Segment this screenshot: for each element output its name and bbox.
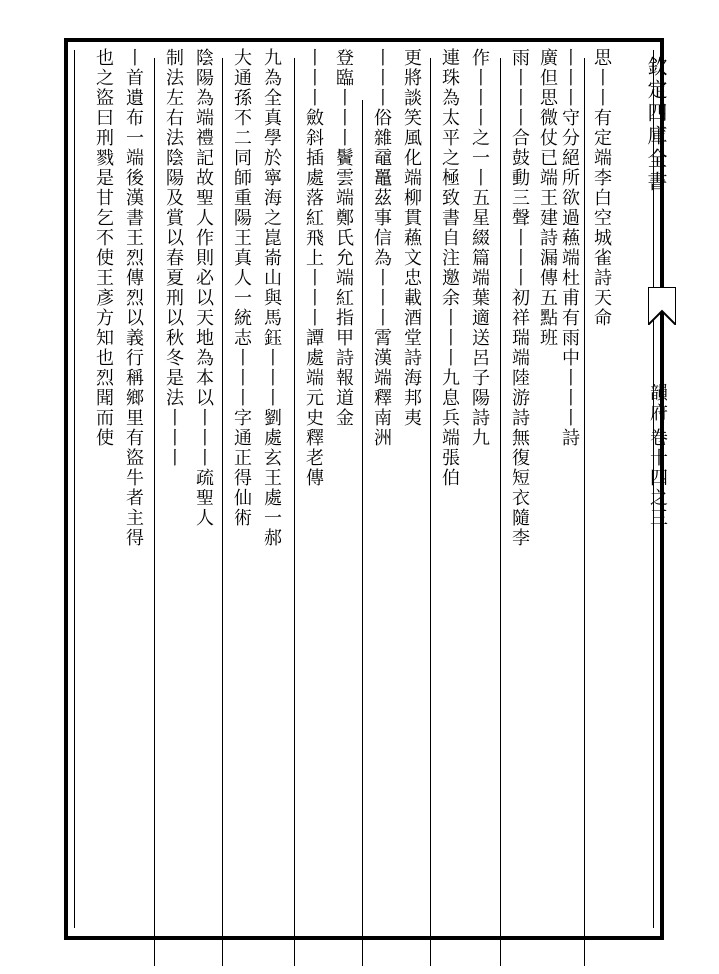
- text-column-14: 制法左右法陰陽及賞以春夏刑以秋冬是法丨丨丨: [163, 48, 184, 468]
- column-rule: [154, 58, 155, 966]
- text-column-10: 丨丨丨斂斜插處落紅飛上丨丨丨譚處端元史釋老傳: [303, 48, 324, 488]
- volume-label: 卷十四之三: [647, 428, 668, 528]
- column-rule: [362, 100, 363, 966]
- text-column-6: 連珠為太平之極致書自注邀余丨丨丨九息兵端張伯: [439, 48, 460, 488]
- column-rule: [430, 58, 431, 966]
- text-column-16: 也之盜曰刑戮是甘乞不使王彥方知也烈聞而使: [93, 48, 114, 448]
- column-rule: [500, 58, 501, 966]
- text-column-13: 陰陽為端禮記故聖人作則必以天地為本以丨丨丨疏聖人: [193, 48, 214, 528]
- column-rule: [294, 58, 295, 966]
- text-column-12: 大通孫不二同師重陽王真人一統志丨丨丨字通正得仙術: [231, 48, 252, 528]
- text-column-2: 丨丨丨守分絕所欲過蘓端杜甫有雨中丨丨丨詩: [559, 48, 580, 448]
- fish-tail-ornament: [648, 287, 676, 325]
- column-rule: [584, 58, 585, 966]
- column-rule: [222, 58, 223, 966]
- margin-title-fragment: 韻府: [647, 383, 668, 423]
- text-column-8: 丨丨丨俗雜黿鼉茲事信為丨丨丨霄漢端釋南洲: [371, 48, 392, 448]
- text-column-9: 登臨丨丨丨鬢雲端鄭氏允端紅指甲詩報道金: [333, 48, 354, 428]
- text-column-1: 思丨丨有定端李白空城雀詩天命: [591, 48, 612, 328]
- text-column-7: 更將談笑風化端柳貫蘓文忠載酒堂詩海邦夷: [401, 48, 422, 428]
- book-header: 欽定四庫全書: [644, 56, 668, 194]
- text-column-11: 九為全真學於寧海之崑嵛山與馬鈺丨丨丨劉處玄王處一郝: [261, 48, 282, 548]
- text-column-15: 丨首遺布一端後漢書王烈傳烈以義行稱鄉里有盜牛者主得: [123, 48, 144, 548]
- margin-strip: [640, 38, 678, 940]
- text-column-5: 作丨丨丨之一丨五星綴篇端葉適送呂子陽詩九: [469, 48, 490, 448]
- text-column-4: 雨丨丨丨合鼓動三聲丨丨丨初祥瑞端陸游詩無復短衣隨李: [509, 48, 530, 548]
- text-column-3: 廣但思微仗已端王建詩漏傳五點班: [537, 48, 558, 348]
